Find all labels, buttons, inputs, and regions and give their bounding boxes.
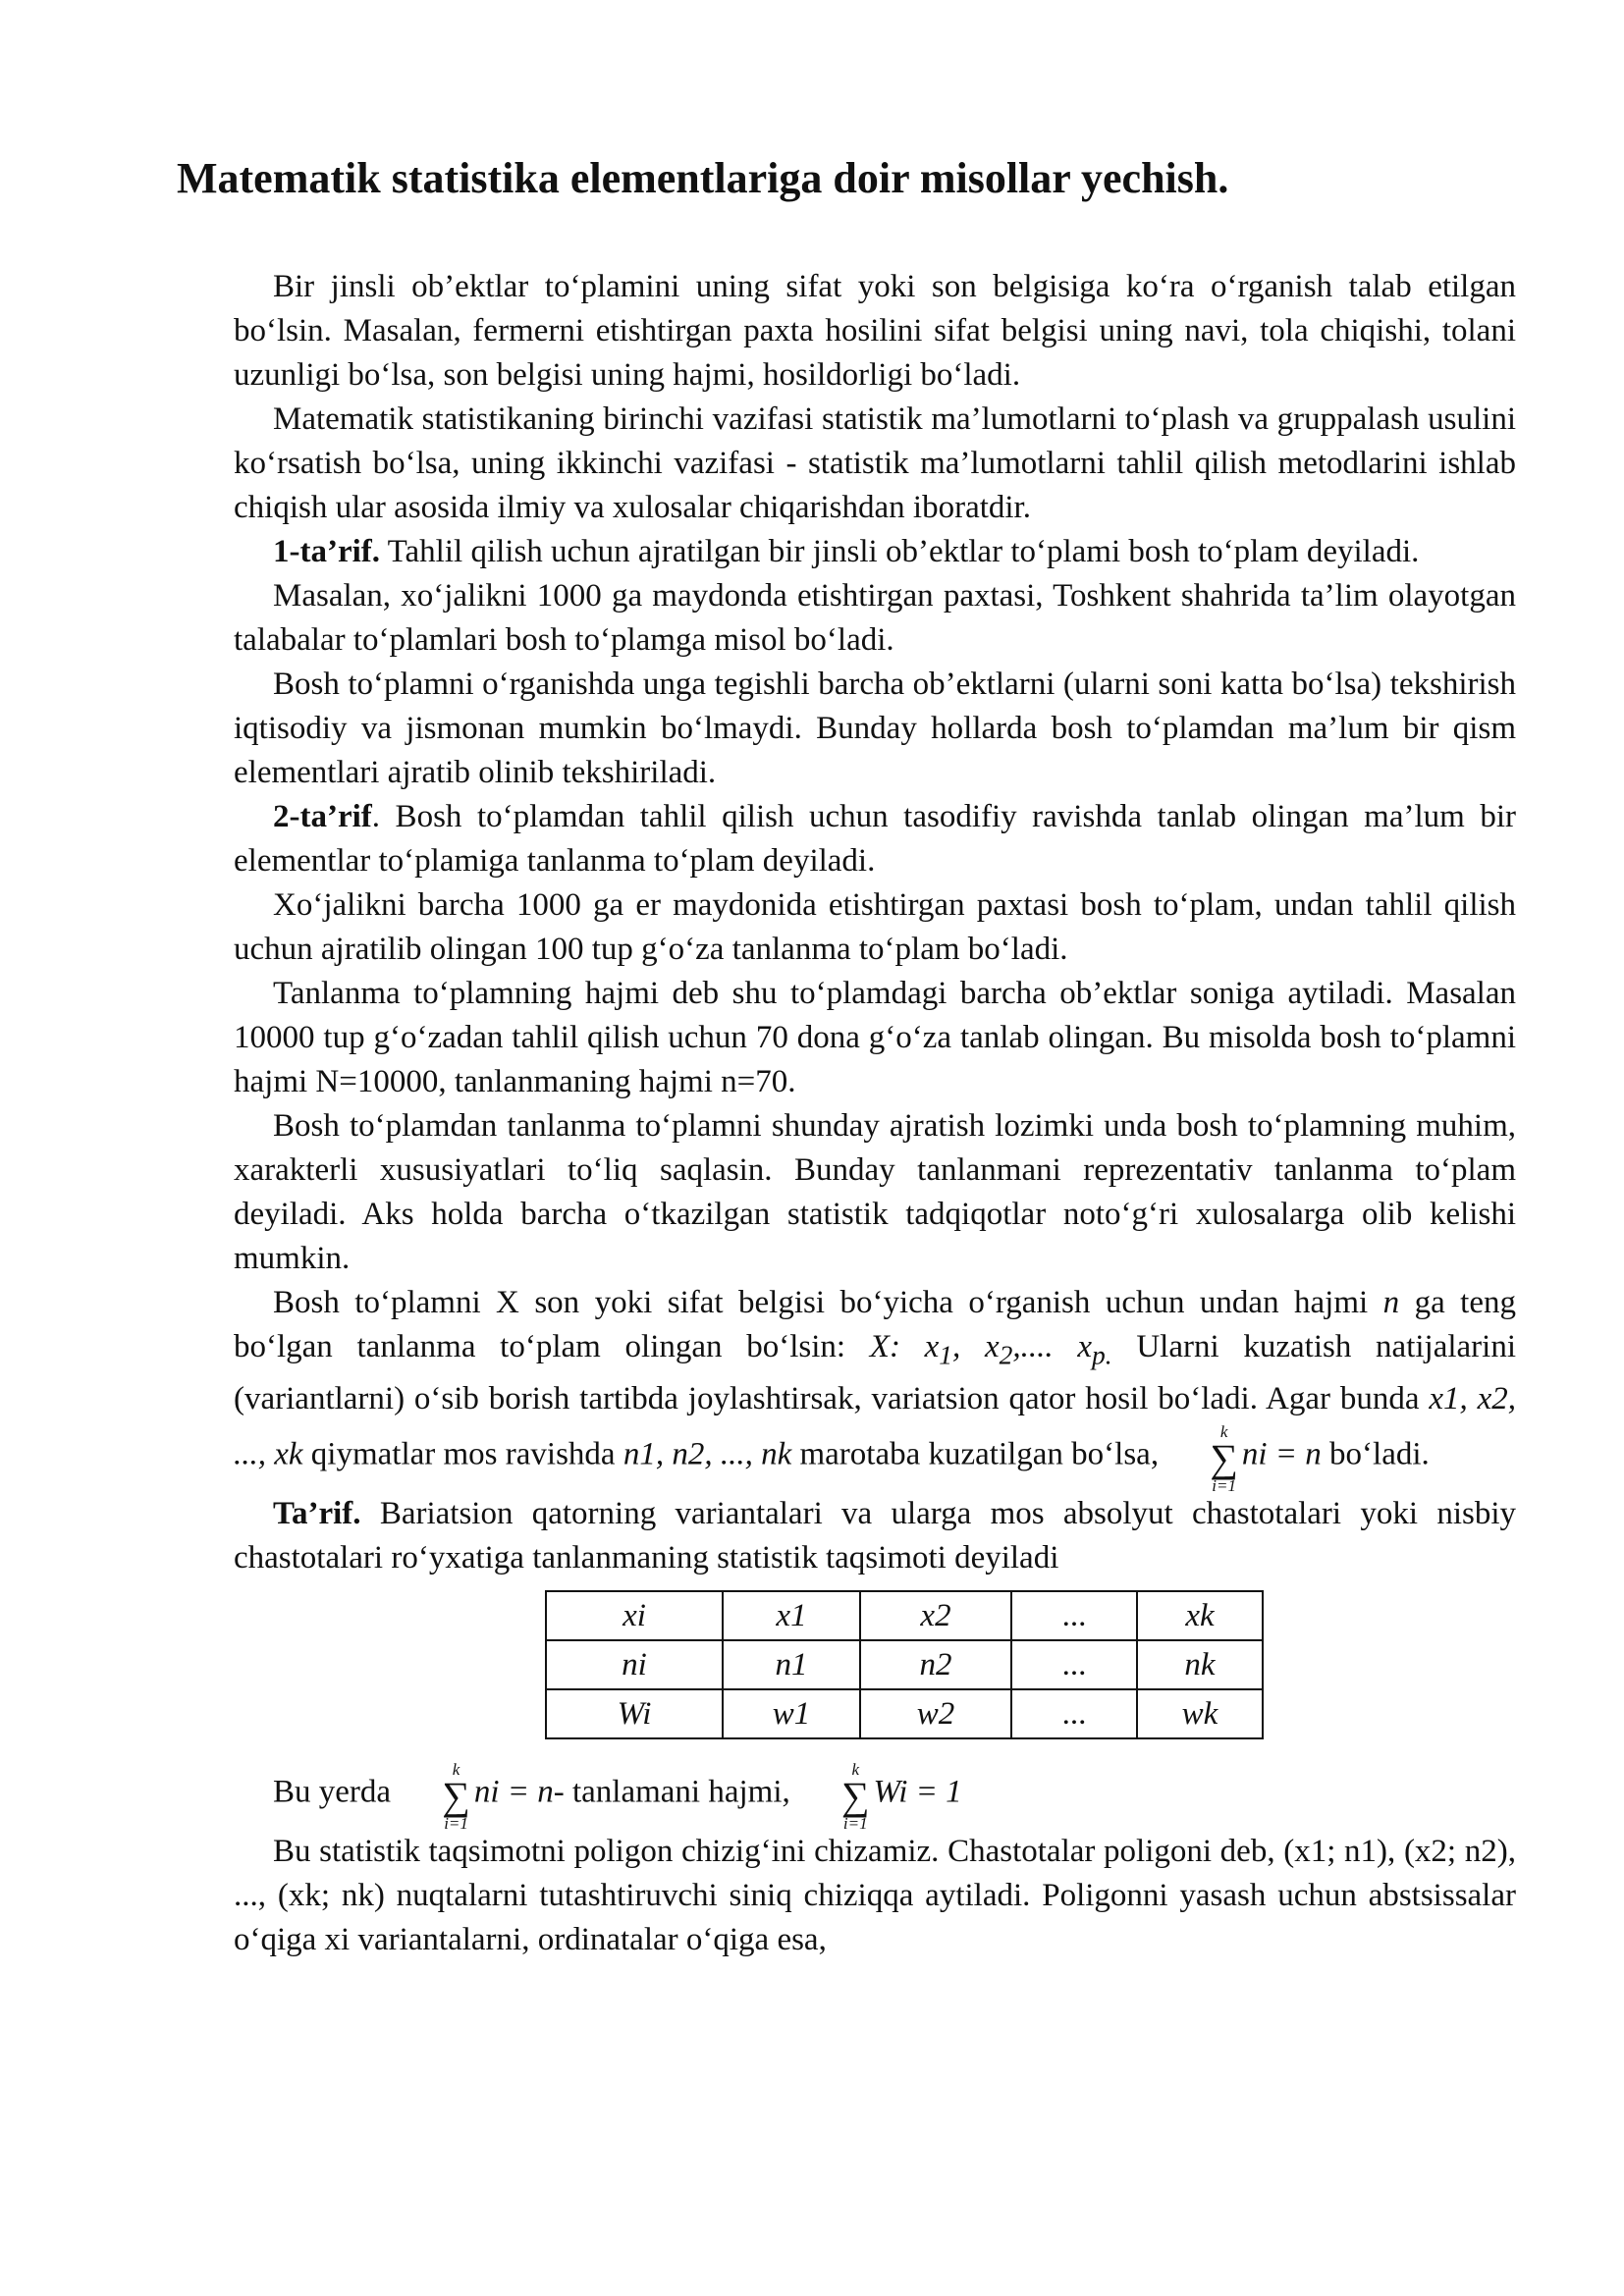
sum-upper-limit: k bbox=[851, 1759, 860, 1779]
table-row bbox=[546, 1689, 1263, 1738]
table-cell: ... bbox=[1011, 1591, 1137, 1640]
sum-symbol bbox=[403, 1761, 470, 1832]
paragraph-sampling: Bosh to‘plamni o‘rganishda unga tegishli barcha ob’ektlarni (ularni soni katta bo‘lsa) tekshirish iqtisodiy va jismonan mumkin bo‘lmaydi. Bunday hollarda bosh to‘plamdan ma’lum bir qism elementlari ajratib olinib tekshiriladi. bbox=[234, 667, 1516, 790]
math-sub: p. bbox=[1092, 1339, 1112, 1370]
text-run: bo‘ladi. bbox=[1321, 1436, 1430, 1472]
paragraph-intro: Bir jinsli ob’ektlar to‘plamini uning sifat yoki son belgisiga ko‘ra o‘rganish talab etilgan bo‘lsin. Masalan, fermerni etishtirgan paxta hosilini sifat belgisi uning navi, tola chiqishi, tolani uzunligi bo‘lsa, son belgisi uning hajmi, hosildorligi bo‘ladi. bbox=[234, 269, 1516, 393]
text-run: ga teng bo‘lgan tanlanma to‘plam olingan bo‘lsin: bbox=[234, 1285, 1516, 1364]
definition-3-label: Ta’rif. bbox=[273, 1495, 361, 1531]
sum-lower-limit: i=1 bbox=[1212, 1475, 1236, 1495]
paragraph-sample-size: Tanlanma to‘plamning hajmi deb shu to‘plamdagi barcha ob’ektlar soniga aytiladi. Masalan 10000 tup g‘o‘zadan tahlil qilish uchun 70 dona g‘o‘za tanlab olingan. Bu misolda bosh to‘plamni hajmi N=10000, tanlanmaning hajmi n=70. bbox=[234, 976, 1516, 1099]
table-cell: nk bbox=[1137, 1640, 1263, 1689]
sigma-icon: ∑ bbox=[1210, 1435, 1238, 1480]
paragraph-tasks: Matematik statistikaning birinchi vazifasi statistik ma’lumotlarni to‘plash va gruppalash usulini ko‘rsatish bo‘lsa, uning ikkinchi vazifasi - statistik ma’lumotlarni tahlil qilish metodlarini ishlab chiqish ular asosida ilmiy va xulosalar chiqarishdan iboratdir. bbox=[234, 401, 1516, 525]
definition-1-text: Tahlil qilish uchun ajratilgan bir jinsli ob’ektlar to‘plami bosh to‘plam deyiladi. bbox=[380, 534, 1420, 569]
math-sub: 2 bbox=[999, 1339, 1013, 1370]
table-cell: w1 bbox=[723, 1689, 860, 1738]
table-row bbox=[546, 1640, 1263, 1689]
text-run: Bosh to‘plamni X son yoki sifat belgisi bo‘yicha o‘rganish uchun undan hajmi bbox=[273, 1285, 1383, 1320]
table-cell: w2 bbox=[860, 1689, 1011, 1738]
document-body bbox=[234, 265, 1516, 1962]
math-sum-w: Wi = 1 bbox=[873, 1774, 962, 1810]
text-run: Bu yerda bbox=[273, 1774, 400, 1810]
distribution-table bbox=[545, 1590, 1264, 1739]
sum-lower-limit: i=1 bbox=[842, 1813, 868, 1833]
math-sum-n: ni = n bbox=[1241, 1436, 1322, 1472]
definition-1-label: 1-ta’rif. bbox=[273, 534, 381, 569]
math-sub: 1 bbox=[939, 1339, 953, 1370]
paragraph-example-1: Masalan, xo‘jalikni 1000 ga maydonda etishtirgan paxtasi, Toshkent shahrida ta’lim olayotgan talabalar to‘plamlari bosh to‘plamga misol bo‘ladi. bbox=[234, 578, 1516, 658]
table-cell: x2 bbox=[860, 1591, 1011, 1640]
table-cell: xk bbox=[1137, 1591, 1263, 1640]
table-cell: wk bbox=[1137, 1689, 1263, 1738]
math-values: x1, x2, ..., xk bbox=[234, 1380, 1516, 1472]
paragraph-sample-volume bbox=[234, 1759, 1516, 1833]
definition-2-text: . Bosh to‘plamdan tahlil qilish uchun tasodifiy ravishda tanlab olingan ma’lum bir elementlar to‘plamiga tanlanma to‘plam deyiladi. bbox=[234, 799, 1516, 879]
sum-upper-limit: k bbox=[1219, 1421, 1228, 1441]
table-cell: ... bbox=[1011, 1640, 1137, 1689]
text-run: qiymatlar mos ravishda bbox=[302, 1436, 623, 1472]
paragraph-representative: Bosh to‘plamdan tanlanma to‘plamni shunday ajratish lozimki unda bosh to‘plamning muhim, xarakterli xususiyatlari to‘liq saqlasin. Bunday tanlanmani reprezentativ tanlanma to‘plam deyiladi. Aks holda barcha o‘tkazilgan statistik tadqiqotlar noto‘g‘ri xulosalarga olib kelishi mumkin. bbox=[234, 1108, 1516, 1276]
definition-2-label: 2-ta’rif bbox=[273, 799, 372, 834]
math-x: ,.... x bbox=[1012, 1329, 1093, 1364]
paragraph-example-2: Xo‘jalikni barcha 1000 ga er maydonida etishtirgan paxtasi bosh to‘plam, undan tahlil qilish uchun ajratilib olingan 100 tup g‘o‘za tanlanma to‘plam bo‘ladi. bbox=[234, 887, 1516, 967]
definition-3-text: Bariatsion qatorning variantalari va ularga mos absolyut chastotalari yoki nisbiy chastotalari ro‘yxatiga tanlanmaning statistik taqsimoti deyiladi bbox=[234, 1495, 1516, 1575]
definition-3 bbox=[234, 1492, 1516, 1580]
sum-symbol bbox=[802, 1761, 870, 1832]
table-cell: x1 bbox=[723, 1591, 860, 1640]
math-x: : x bbox=[889, 1329, 940, 1364]
math-n: n bbox=[1382, 1285, 1400, 1320]
table-cell: n2 bbox=[860, 1640, 1011, 1689]
table-row bbox=[546, 1591, 1263, 1640]
distribution-table-wrapper bbox=[234, 1590, 1516, 1739]
paragraph-variation-series bbox=[234, 1281, 1516, 1495]
sum-upper-limit: k bbox=[452, 1759, 460, 1779]
math-frequencies: n1, n2, ..., nk bbox=[623, 1436, 792, 1472]
page-title: Matematik statistika elementlariga doir misollar yechish. bbox=[177, 154, 1229, 202]
definition-2 bbox=[234, 795, 1516, 883]
sigma-icon: ∑ bbox=[841, 1773, 870, 1818]
table-cell: Wi bbox=[546, 1689, 723, 1738]
math-sum-n: ni = n bbox=[473, 1774, 554, 1810]
definition-1 bbox=[234, 530, 1516, 574]
text-run: Ularni kuzatish natijalarini (variantlarni) o‘sib borish tartibda joylashtirsak, variatsion qator hosil bo‘ladi. Agar bunda bbox=[234, 1329, 1516, 1416]
paragraph-polygon: Bu statistik taqsimotni poligon chizig‘ini chizamiz. Chastotalar poligoni deb, (x1; n1), (x2; n2), ..., (xk; nk) nuqtalarni tutashtiruvchi siniq chiziqqa aytiladi. Poligonni yasash uchun abstsissalar o‘qiga xi variantalarni, ordinatalar o‘qiga esa, bbox=[234, 1833, 1516, 1957]
text-run: marotaba kuzatilgan bo‘lsa, bbox=[791, 1436, 1167, 1472]
table-cell: ni bbox=[546, 1640, 723, 1689]
table-cell: ... bbox=[1011, 1689, 1137, 1738]
math-x: , x bbox=[952, 1329, 1000, 1364]
sum-symbol bbox=[1170, 1423, 1238, 1494]
sigma-icon: ∑ bbox=[442, 1773, 470, 1818]
sum-lower-limit: i=1 bbox=[444, 1813, 468, 1833]
math-X: X bbox=[869, 1329, 890, 1364]
text-run: - tanlamani hajmi, bbox=[553, 1774, 799, 1810]
table-cell: xi bbox=[546, 1591, 723, 1640]
table-cell: n1 bbox=[723, 1640, 860, 1689]
